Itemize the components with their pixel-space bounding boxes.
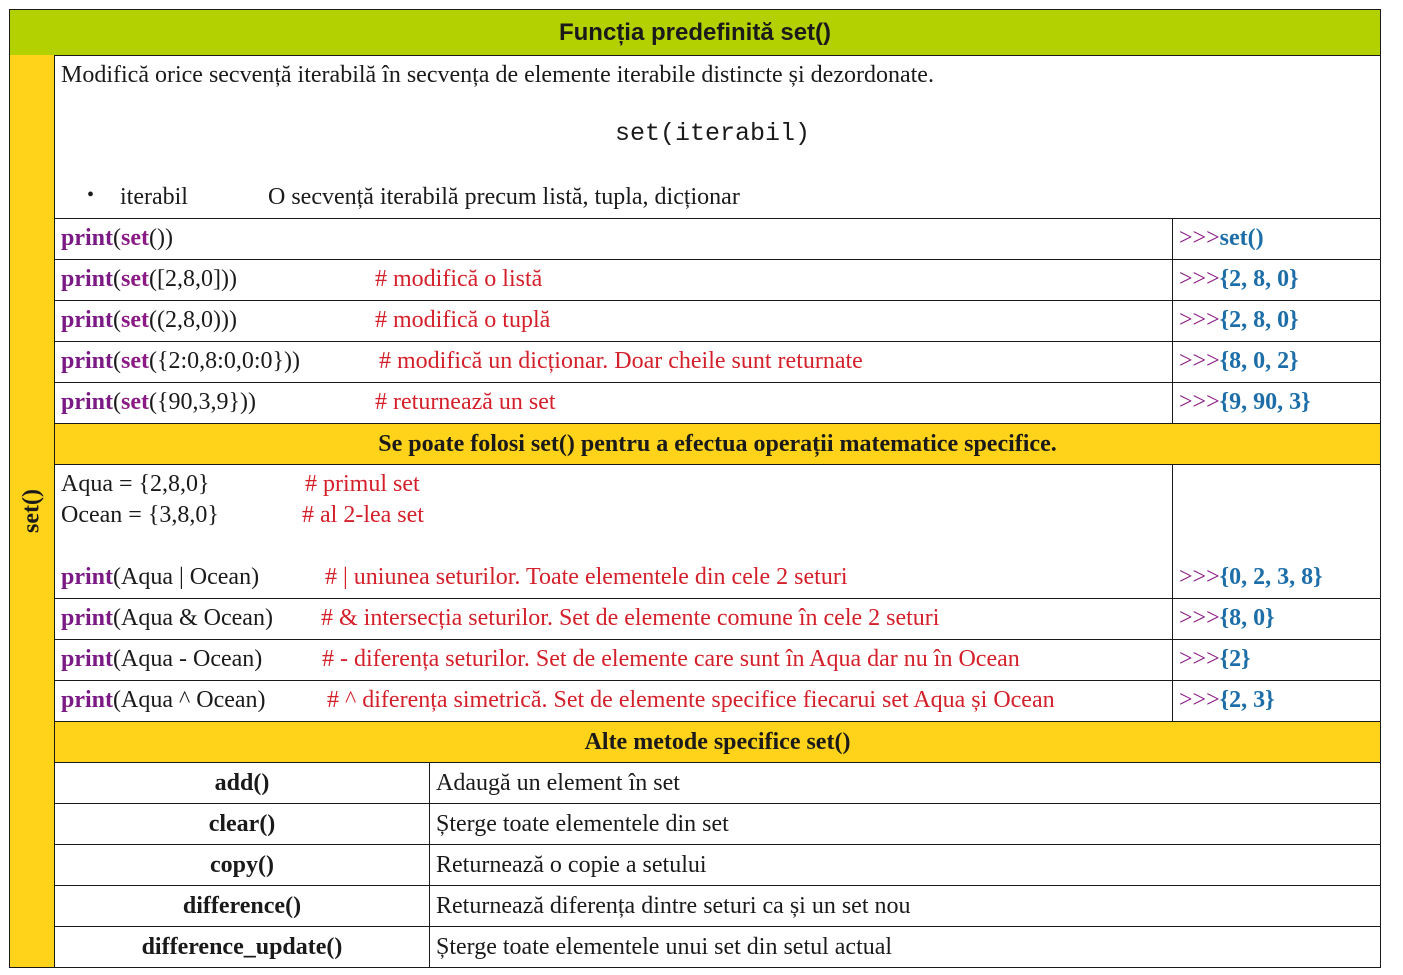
code-line bbox=[61, 266, 237, 293]
keyword-print: print bbox=[61, 266, 114, 292]
method-description: Șterge toate elementele unui set din setul actual bbox=[436, 934, 893, 960]
method-row bbox=[55, 763, 1380, 804]
content-area bbox=[55, 55, 1380, 967]
method-name: difference() bbox=[55, 886, 430, 926]
output-cell bbox=[1173, 640, 1380, 680]
output-line bbox=[1179, 307, 1299, 334]
paren: ( bbox=[113, 225, 122, 251]
code-line bbox=[61, 389, 256, 416]
output-cell bbox=[1173, 260, 1380, 300]
method-row bbox=[55, 886, 1380, 927]
page-title: Funcția predefinită set() bbox=[10, 10, 1380, 56]
code-cell bbox=[55, 599, 1173, 639]
output-cell bbox=[1173, 681, 1380, 721]
op-comment: # | uniunea seturilor. Toate elementele din cele 2 seturi bbox=[325, 564, 848, 590]
ops-row bbox=[55, 681, 1380, 722]
code-args: ({90,3,9})) bbox=[149, 389, 257, 415]
code-cell bbox=[55, 681, 1173, 721]
param-name: iterabil bbox=[120, 184, 188, 210]
methods-heading: Alte metode specifice set() bbox=[55, 722, 1380, 763]
keyword-print: print bbox=[61, 605, 114, 631]
method-row bbox=[55, 845, 1380, 886]
output-line bbox=[1179, 687, 1275, 714]
setup-code: Ocean = {3,8,0} bbox=[61, 502, 219, 528]
output-value: {2, 8, 0} bbox=[1219, 307, 1299, 333]
output-cell bbox=[1173, 301, 1380, 341]
code-line bbox=[61, 348, 300, 375]
method-description: Adaugă un element în set bbox=[436, 769, 680, 796]
ops-block-union bbox=[55, 465, 1380, 599]
method-description: Returnează o copie a setului bbox=[436, 851, 707, 878]
op-comment: # ^ diferența simetrică. Set de elemente specifice fiecarui set Aqua și Ocean bbox=[327, 687, 1055, 713]
code-comment: # modifică un dicționar. Doar cheile sunt returnate bbox=[379, 348, 863, 374]
intro-section bbox=[55, 55, 1380, 219]
example-row bbox=[55, 342, 1380, 383]
example-row bbox=[55, 219, 1380, 260]
code-cell bbox=[55, 219, 1173, 259]
output-value: {2, 8, 0} bbox=[1219, 266, 1299, 292]
output-prompt: >>> bbox=[1179, 605, 1220, 631]
output-line bbox=[1179, 564, 1323, 591]
example-row bbox=[55, 301, 1380, 342]
output-prompt: >>> bbox=[1179, 225, 1220, 251]
syntax-text: set(iterabil) bbox=[615, 119, 811, 148]
side-label: set() bbox=[18, 489, 45, 533]
output-value: {8, 0} bbox=[1219, 605, 1275, 631]
code-args: ({2:0,8:0,0:0})) bbox=[149, 348, 301, 374]
output-value: {8, 0, 2} bbox=[1219, 348, 1299, 374]
example-row bbox=[55, 383, 1380, 424]
code-cell bbox=[55, 342, 1173, 382]
keyword-print: print bbox=[61, 564, 114, 590]
output-prompt: >>> bbox=[1179, 646, 1220, 672]
keyword-print: print bbox=[61, 307, 114, 333]
code-comment: # returnează un set bbox=[375, 389, 556, 415]
ops-heading: Se poate folosi set() pentru a efectua operații matematice specifice. bbox=[55, 424, 1380, 465]
setup-code: Aqua = {2,8,0} bbox=[61, 471, 210, 497]
keyword-print: print bbox=[61, 348, 114, 374]
ops-row bbox=[55, 640, 1380, 681]
keyword-set: set bbox=[121, 225, 149, 251]
output-cell bbox=[1173, 219, 1380, 259]
op-args: (Aqua | Ocean) bbox=[113, 564, 260, 590]
code-cell bbox=[55, 640, 1173, 680]
keyword-set: set bbox=[121, 266, 149, 292]
keyword-set: set bbox=[121, 307, 149, 333]
bullet-marker: • bbox=[87, 184, 95, 206]
paren: ( bbox=[113, 389, 122, 415]
output-cell bbox=[1173, 342, 1380, 382]
method-name: clear() bbox=[55, 804, 430, 844]
param-description: O secvență iterabilă precum listă, tupla, dicționar bbox=[268, 184, 740, 210]
output-cell bbox=[1173, 383, 1380, 423]
output-value: {9, 90, 3} bbox=[1219, 389, 1311, 415]
code-line bbox=[61, 307, 237, 334]
keyword-print: print bbox=[61, 646, 114, 672]
op-comment: # & intersecția seturilor. Set de elemente comune în cele 2 seturi bbox=[321, 605, 940, 631]
code-cell bbox=[55, 260, 1173, 300]
setup-comment: # primul set bbox=[305, 471, 420, 497]
method-name: difference_update() bbox=[55, 927, 430, 968]
set-reference-sheet bbox=[9, 9, 1381, 968]
keyword-print: print bbox=[61, 225, 114, 251]
output-prompt: >>> bbox=[1179, 687, 1220, 713]
output-line bbox=[1179, 605, 1275, 632]
op-code-line bbox=[61, 687, 266, 714]
side-band bbox=[10, 55, 55, 967]
code-comment: # modifică o tuplă bbox=[375, 307, 551, 333]
output-line bbox=[1179, 389, 1311, 416]
output-prompt: >>> bbox=[1179, 564, 1220, 590]
code-cell bbox=[55, 383, 1173, 423]
keyword-set: set bbox=[121, 348, 149, 374]
code-cell bbox=[55, 301, 1173, 341]
output-line bbox=[1179, 225, 1264, 252]
method-row bbox=[55, 804, 1380, 845]
output-cell bbox=[1173, 599, 1380, 639]
output-line bbox=[1179, 348, 1299, 375]
code-cell bbox=[55, 465, 1173, 598]
output-value: {2, 3} bbox=[1219, 687, 1275, 713]
op-code-line bbox=[61, 605, 273, 632]
code-args: ((2,8,0))) bbox=[149, 307, 237, 333]
op-code-line bbox=[61, 646, 262, 673]
output-line bbox=[1179, 266, 1299, 293]
output-line bbox=[1179, 646, 1251, 673]
method-description: Șterge toate elementele din set bbox=[436, 810, 729, 837]
code-comment: # modifică o listă bbox=[375, 266, 543, 292]
output-prompt: >>> bbox=[1179, 266, 1220, 292]
keyword-print: print bbox=[61, 687, 114, 713]
description-text: Modifică orice secvență iterabilă în secvența de elemente iterabile distincte și dezordonate. bbox=[61, 62, 934, 88]
op-comment: # - diferența seturilor. Set de elemente care sunt în Aqua dar nu în Ocean bbox=[322, 646, 1020, 672]
method-name: copy() bbox=[55, 845, 430, 885]
op-args: (Aqua ^ Ocean) bbox=[113, 687, 266, 713]
paren: ( bbox=[113, 266, 122, 292]
output-prompt: >>> bbox=[1179, 389, 1220, 415]
method-description: Returnează diferența dintre seturi ca și un set nou bbox=[436, 892, 911, 919]
op-args: (Aqua & Ocean) bbox=[113, 605, 273, 631]
keyword-set: set bbox=[121, 389, 149, 415]
output-cell bbox=[1173, 465, 1380, 598]
output-value: {0, 2, 3, 8} bbox=[1219, 564, 1323, 590]
output-value: set() bbox=[1219, 225, 1264, 251]
paren: ( bbox=[113, 348, 122, 374]
setup-comment: # al 2-lea set bbox=[302, 502, 424, 528]
example-row bbox=[55, 260, 1380, 301]
code-line bbox=[61, 225, 173, 252]
ops-row bbox=[55, 599, 1380, 640]
paren: ( bbox=[113, 307, 122, 333]
output-prompt: >>> bbox=[1179, 307, 1220, 333]
op-code-line bbox=[61, 564, 259, 591]
code-args: ()) bbox=[149, 225, 173, 251]
code-args: ([2,8,0])) bbox=[149, 266, 237, 292]
keyword-print: print bbox=[61, 389, 114, 415]
output-value: {2} bbox=[1219, 646, 1251, 672]
method-row bbox=[55, 927, 1380, 968]
method-name: add() bbox=[55, 763, 430, 803]
output-prompt: >>> bbox=[1179, 348, 1220, 374]
op-args: (Aqua - Ocean) bbox=[113, 646, 263, 672]
